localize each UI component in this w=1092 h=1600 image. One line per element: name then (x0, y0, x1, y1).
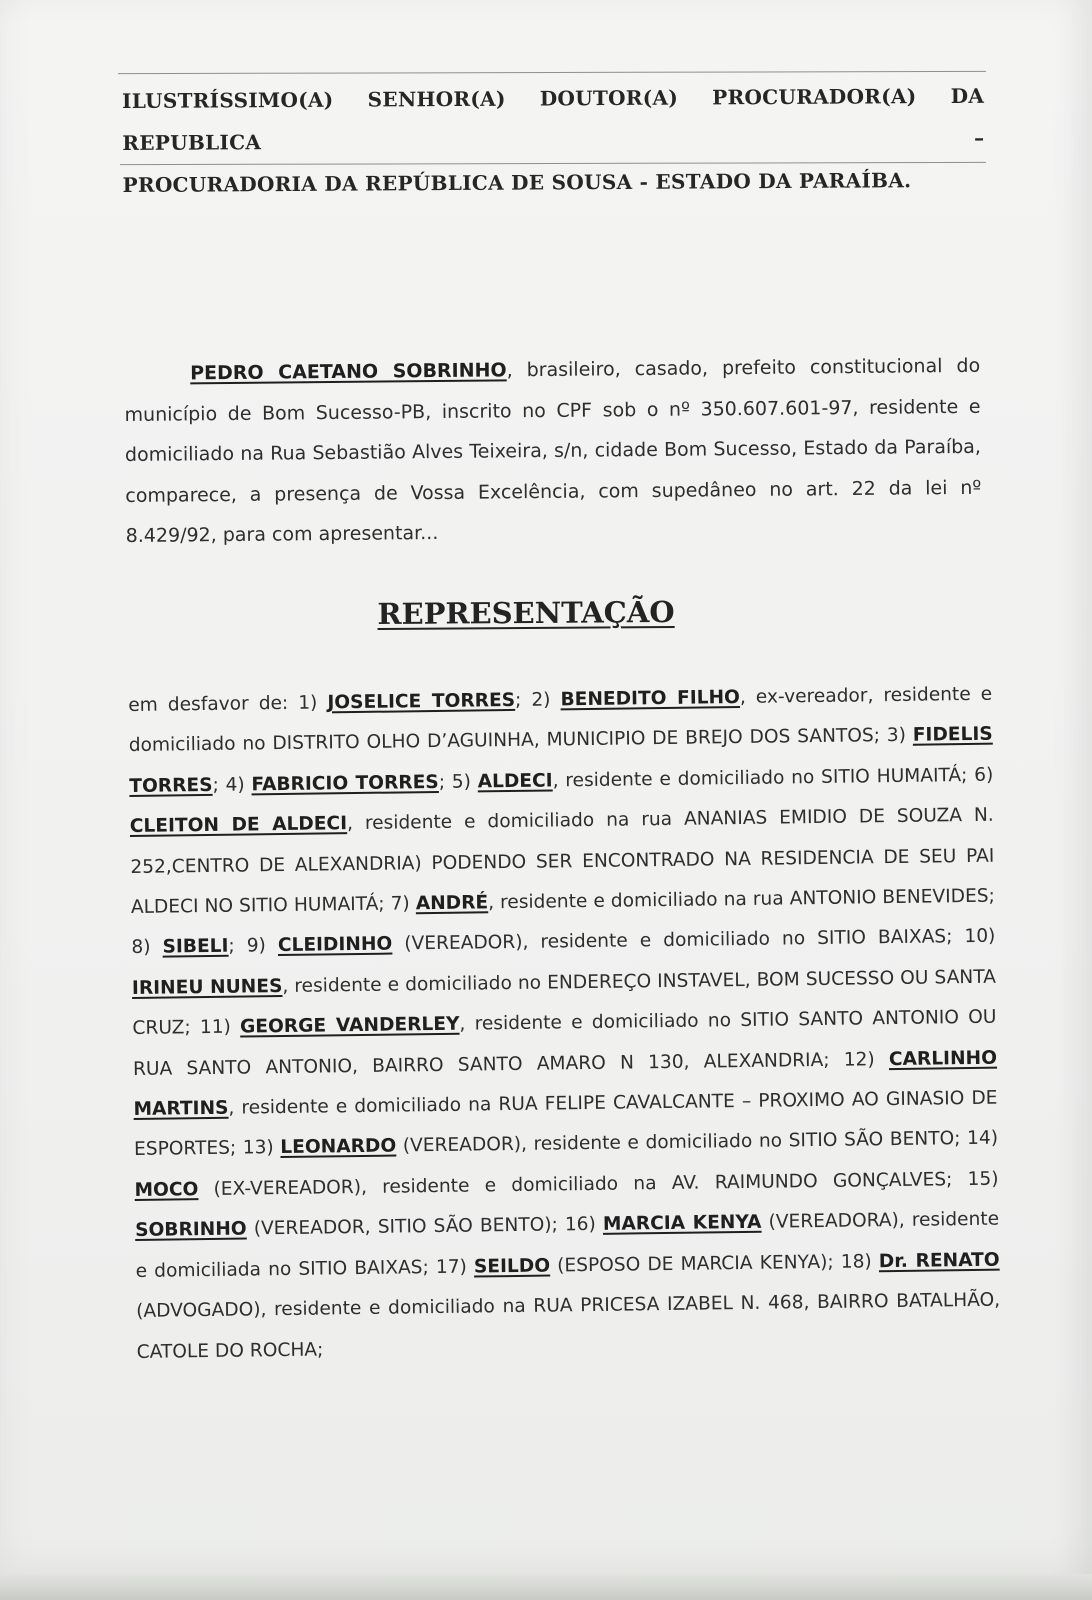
defendants-paragraph (128, 675, 1001, 1373)
defendant-name: BENEDITO FILHO (560, 686, 741, 711)
defendant-name: FABRICIO TORRES (251, 771, 439, 796)
intro-text: , brasileiro, casado, prefeito constitucional do município de Bom Sucesso-PB, inscrito no CPF sob o nº 350.607.601-97, residente e domiciliado na Rua Sebastião Alves Teixeira, s/n, cidade Bom Sucesso, Estado da Paraíba, comparece, a presença de Vossa Excelência, com supedâneo no art. 22 da lei nº 8.429/92, para com apresentar... (124, 354, 982, 547)
defendant-details: (EX-VEREADOR), residente e domiciliado na AV. RAIMUNDO GONÇALVES; 15) (198, 1168, 999, 1200)
defendant-name: SIBELI (162, 936, 229, 959)
defendant-details: (VEREADOR), residente e domiciliado no SITIO SÃO BENTO; 14) (396, 1128, 999, 1157)
defendant-details: , residente e domiciliado na rua ANANIAS EMIDIO DE SOUZA N. 252,CENTRO DE ALEXANDRIA) PODENDO SER ENCONTRADO NA RESIDENCIA DE SEU PAI ALDECI NO SITIO HUMAITÁ; 7) (130, 804, 995, 919)
defendant-details: , residente e domiciliado no SITIO SANTO ANTONIO OU RUA SANTO ANTONIO, BAIRRO SANTO AMARO N 130, ALEXANDRIA; 12) (132, 1006, 997, 1080)
defendant-name: GEORGE VANDERLEY (239, 1013, 460, 1038)
defendant-details: (VEREADORA), residente e domiciliada no SITIO BAIXAS; 17) (135, 1208, 1000, 1282)
defendant-name: JOSELICE TORRES (327, 689, 516, 714)
defendant-name: MOCO (134, 1178, 199, 1201)
defendant-details: ; 9) (228, 935, 279, 958)
defendant-name: CLEITON DE ALDECI (129, 813, 348, 838)
header-line-1: ILUSTRÍSSIMO(A) SENHOR(A) DOUTOR(A) PROCURADOR(A) DA REPUBLICA – (122, 83, 985, 155)
defendant-details: , residente e domiciliado no ENDEREÇO INSTAVEL, BOM SUCESSO OU SANTA CRUZ; 11) (132, 966, 997, 1040)
defendant-name: SOBRINHO (134, 1218, 247, 1242)
petitioner-name: PEDRO CAETANO SOBRINHO (190, 359, 507, 385)
defendant-name: CARLINHO MARTINS (133, 1047, 998, 1121)
document-title: REPRESENTAÇÃO (377, 594, 675, 632)
defendant-details: , residente e domiciliado no SITIO HUMAITÁ; 6) (552, 764, 994, 792)
defendant-name: CLEIDINHO (277, 934, 393, 957)
defendant-name: FIDELIS TORRES (129, 724, 993, 797)
defendant-details: ; 4) (212, 774, 252, 796)
defendant-name: SEILDO (473, 1255, 551, 1278)
defendant-name: LEONARDO (280, 1135, 397, 1159)
defendant-details: (ADVOGADO), residente e domiciliado na RUA PRICESA IZABEL N. 468, BAIRRO BATALHÃO, CATOLE DO ROCHA; (136, 1289, 1001, 1363)
paragraph-indent (124, 379, 190, 380)
defendant-details: (VEREADOR), residente e domiciliado no SITIO BAIXAS; 10) (392, 926, 996, 955)
defendant-name: Dr. RENATO (878, 1249, 1000, 1272)
intro-paragraph (124, 346, 982, 557)
defendant-details: , ex-vereador, residente e domiciliado no DISTRITO OLHO D’AGUINHA, MUNICIPIO DE BREJO DOS SANTOS; 3) (128, 683, 993, 757)
header-top-rule (118, 71, 986, 74)
defendant-details: ; 2) (514, 689, 561, 711)
defendant-name: ALDECI (477, 770, 553, 793)
header-line-2: PROCURADORIA DA REPÚBLICA DE SOUSA - ESTADO DA PARAÍBA. (122, 168, 912, 197)
defendant-name: MARCIA KENYA (602, 1212, 762, 1236)
defendant-details: (VEREADOR, SITIO SÃO BENTO); 16) (246, 1214, 604, 1240)
defendant-details: ; 5) (438, 771, 478, 793)
addressee-header (122, 75, 985, 206)
defendant-name: ANDRÉ (415, 892, 489, 915)
list-prefix: em desfavor de: 1) (128, 692, 328, 716)
defendant-details: (ESPOSO DE MARCIA KENYA); 18) (549, 1250, 879, 1277)
desk-surface-edge (0, 1574, 1092, 1600)
defendant-details: , residente e domiciliado na RUA FELIPE CAVALCANTE – PROXIMO AO GINASIO DE ESPORTES; 13) (133, 1087, 998, 1161)
defendant-details: , residente e domiciliado na rua ANTONIO BENEVIDES; 8) (131, 885, 995, 959)
defendant-name: IRINEU NUNES (131, 975, 283, 999)
